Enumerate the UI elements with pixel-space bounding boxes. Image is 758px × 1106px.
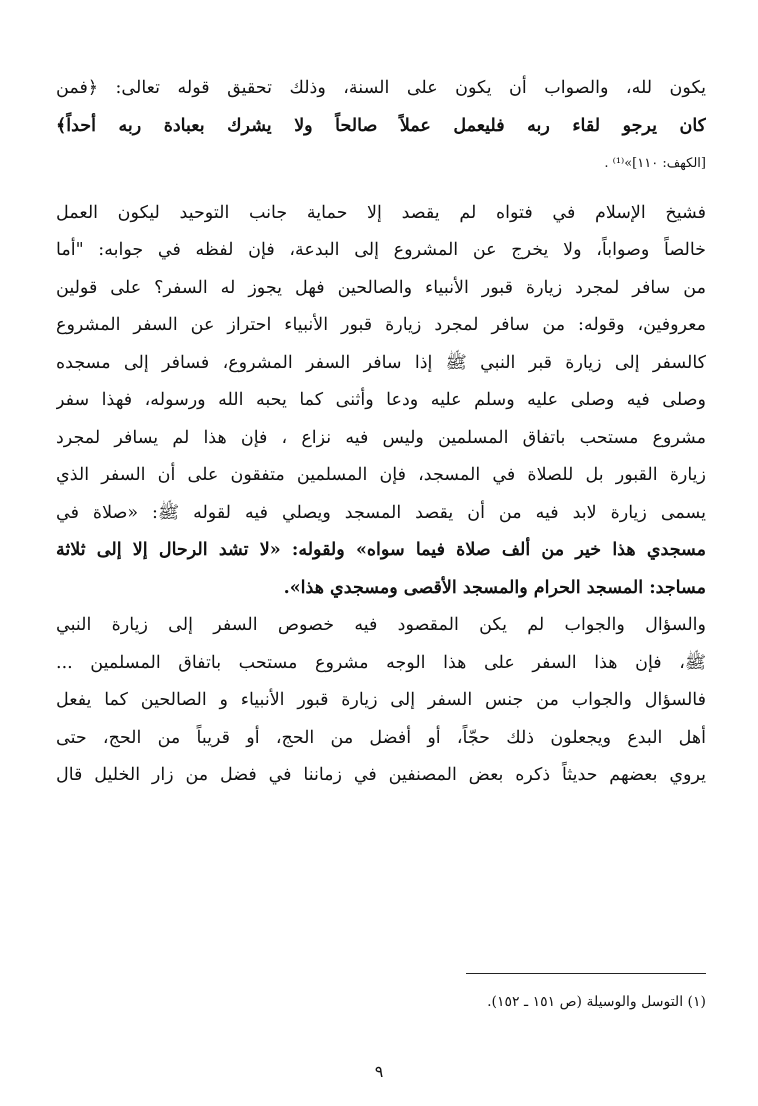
page-number: ٩: [374, 1062, 384, 1081]
text-line: ﷺ، فإن هذا السفر على هذا الوجه مشروع مستحب باتفاق المسلمين ...: [56, 652, 706, 673]
footnote: (١) التوسل والوسيلة (ص ١٥١ ـ ١٥٢).: [487, 994, 706, 1010]
text-line: زيارة القبور بل للصلاة في المسجد، فإن المسلمين متفقون على أن السفر الذي: [56, 465, 706, 485]
text-line: يسمى زيارة لابد فيه من أن يقصد المسجد ويصلي فيه لقوله ﷺ: «صلاة في: [56, 502, 706, 523]
text-line: مشروع مستحب باتفاق المسلمين وليس فيه نزاع ، فإن هذا لم يسافر لمجرد: [56, 427, 706, 448]
text-line: فشيخ الإسلام في فتواه لم يقصد إلا حماية جانب التوحيد ليكون العمل: [56, 202, 706, 223]
paragraph-gap: [56, 183, 706, 195]
footnote-divider: [466, 973, 706, 974]
text-line: من سافر لمجرد زيارة قبور الأنبياء والصالحين فهل يجوز له السفر؟ على قولين: [56, 277, 706, 298]
text-line: يروي بعضهم حديثاً ذكره بعض المصنفين في زماننا في فضل من زار الخليل قال: [56, 765, 706, 785]
text-line: معروفين، وقوله: من سافر لمجرد زيارة قبور الأنبياء احتراز عن السفر المشروع: [56, 315, 706, 335]
hadith-line: مساجد: المسجد الحرام والمسجد الأقصى ومسجدي هذا».: [283, 577, 706, 598]
text-line: خالصاً وصواباً، ولا يخرج عن المشروع إلى البدعة، فإن لفظه في جوابه: "أما: [56, 240, 706, 260]
text-line: والسؤال والجواب لم يكن المقصود فيه خصوص السفر إلى زيارة النبي: [56, 615, 706, 635]
quran-verse-line: كان يرجو لقاء ربه فليعمل عملاً صالحاً ولا يشرك بعبادة ربه أحداً﴾: [56, 115, 706, 136]
text-line: أهل البدع ويجعلون ذلك حجّاً، أو أفضل من الحج، أو قريباً من الحج، حتى: [56, 727, 706, 748]
text-line: كالسفر إلى زيارة قبر النبي ﷺ إذا سافر السفر المشروع، فسافر إلى مسجده: [56, 352, 706, 373]
hadith-line: مسجدي هذا خير من ألف صلاة فيما سواه» ولقوله: «لا تشد الرحال إلا إلى ثلاثة: [56, 540, 706, 560]
verse-citation: [الكهف: ١١٠]»⁽¹⁾ .: [604, 156, 706, 171]
text-line: فالسؤال والجواب من جنس السفر إلى زيارة قبور الأنبياء و الصالحين كما يفعل: [56, 690, 706, 710]
text-line: يكون لله، والصواب أن يكون على السنة، وذلك تحقيق قوله تعالى: ﴿فمن: [56, 78, 706, 98]
text-line: وصلى فيه وصلى عليه وسلم عليه ودعا وأثنى كما يحبه الله ورسوله، فهذا سفر: [56, 390, 706, 410]
main-text: [56, 70, 706, 795]
